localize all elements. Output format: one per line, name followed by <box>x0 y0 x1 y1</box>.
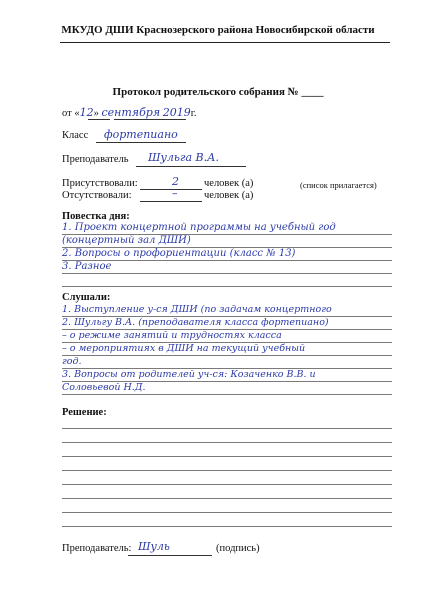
heard-item: Соловьевой Н.Д. <box>62 382 146 393</box>
agenda-rule <box>62 286 392 287</box>
list-note: (список прилагается) <box>300 180 377 190</box>
decision-rule <box>62 442 392 443</box>
teacher-underline <box>136 166 246 167</box>
heard-rule <box>62 381 392 382</box>
date-year: 2019 <box>162 106 191 119</box>
heard-item: 3. Вопросы от родителей уч-ся: Козаченко В.В. и <box>62 369 316 380</box>
agenda-rule <box>62 273 392 274</box>
decision-rule <box>62 470 392 471</box>
decision-heading: Решение: <box>62 407 107 418</box>
agenda-item: 2. Вопросы о профориентации (класс № 13) <box>62 248 296 259</box>
protocol-title: Протокол родительского собрания № ____ <box>112 86 324 98</box>
present-underline <box>140 189 202 190</box>
signature-label: Преподаватель: <box>62 543 132 554</box>
heard-item: 1. Выступление у-ся ДШИ (по задачам концертного <box>62 304 332 315</box>
heard-rule <box>62 329 392 330</box>
absent-label: Отсутствовали: <box>62 190 132 201</box>
present-label: Присутствовали: <box>62 178 138 189</box>
absent-underline <box>140 201 202 202</box>
class-value: фортепиано <box>104 128 178 141</box>
agenda-item: 1. Проект концертной программы на учебный год <box>62 222 336 233</box>
heard-heading: Слушали: <box>62 292 111 303</box>
agenda-item: (концертный зал ДШИ) <box>62 235 191 246</box>
present-unit: человек (а) <box>204 178 254 189</box>
heard-item: 2. Шульгу В.А. (преподавателя класса фортепиано) <box>62 317 329 328</box>
present-value: 2 <box>172 175 179 188</box>
agenda-rule <box>62 260 392 261</box>
teacher-value: Шульга В.А. <box>148 151 219 164</box>
agenda-item: 3. Разное <box>62 261 112 272</box>
date-line <box>62 106 197 119</box>
decision-rule <box>62 526 392 527</box>
date-mid: » <box>93 108 99 119</box>
header-divider <box>60 42 390 43</box>
heard-item: – о режиме занятий и трудностях класса <box>62 330 282 341</box>
agenda-rule <box>62 234 392 235</box>
signature-suffix: (подпись) <box>216 543 260 554</box>
date-prefix: от « <box>62 108 80 119</box>
decision-rule <box>62 512 392 513</box>
class-underline <box>96 142 186 143</box>
class-label: Класс <box>62 130 89 141</box>
heard-rule <box>62 368 392 369</box>
absent-value: – <box>172 187 178 200</box>
date-suffix: г. <box>190 108 197 119</box>
teacher-label: Преподаватель <box>62 154 129 165</box>
heard-rule <box>62 355 392 356</box>
date-month: сентября <box>101 106 161 119</box>
signature-handwritten: Шуль <box>138 540 170 553</box>
date-day-underline <box>88 119 110 120</box>
signature-underline <box>128 555 212 556</box>
decision-rule <box>62 498 392 499</box>
heard-item: год. <box>62 356 82 367</box>
date-month-underline <box>114 119 186 120</box>
heard-rule <box>62 316 392 317</box>
organization-header: МКУДО ДШИ Краснозерского района Новосибирской области <box>61 24 375 36</box>
date-day: 12 <box>79 106 94 119</box>
decision-rule <box>62 456 392 457</box>
heard-rule <box>62 394 392 395</box>
agenda-heading: Повестка дня: <box>62 211 130 222</box>
heard-item: – о мероприятиях в ДШИ на текущий учебный <box>62 343 306 354</box>
absent-unit: человек (а) <box>204 190 254 201</box>
decision-rule <box>62 428 392 429</box>
agenda-rule <box>62 247 392 248</box>
heard-rule <box>62 342 392 343</box>
decision-rule <box>62 484 392 485</box>
